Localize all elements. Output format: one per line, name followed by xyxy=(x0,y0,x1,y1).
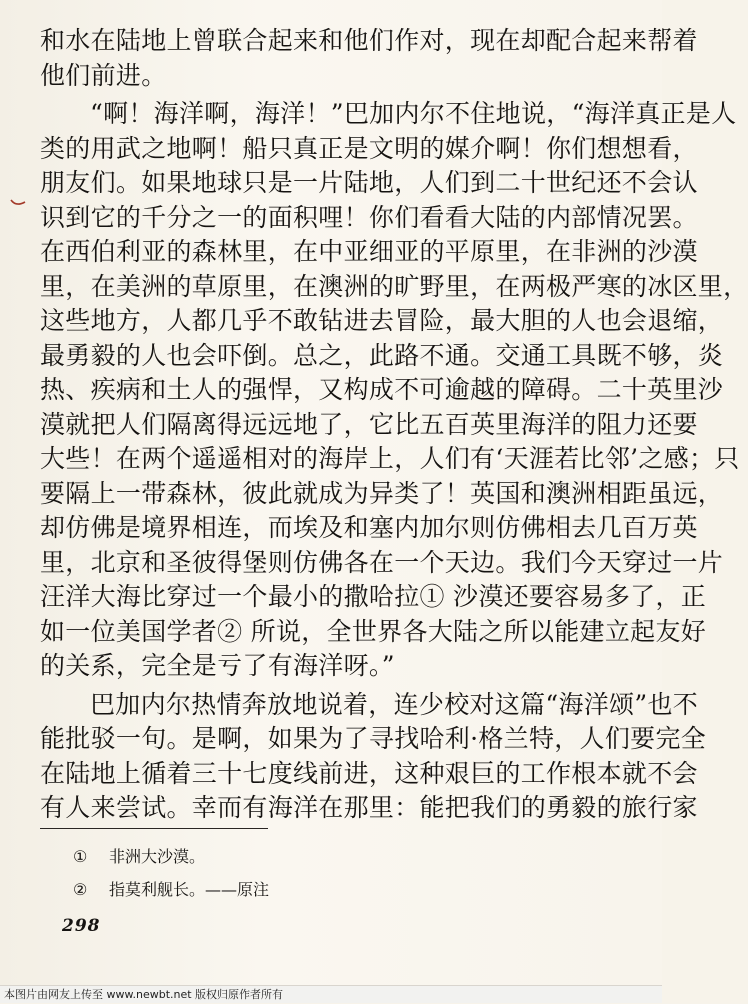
text-line: 这些地方，人都几乎不敢钻进去冒险，最大胆的人也会退缩， xyxy=(40,306,724,335)
text-line: 在西伯利亚的森林里，在中亚细亚的平原里，在非洲的沙漠 xyxy=(40,237,698,266)
footnotes xyxy=(73,840,269,906)
footnote-mark: ② xyxy=(73,880,88,899)
footnote-item xyxy=(73,873,269,906)
body-text xyxy=(40,24,748,826)
page-number: 298 xyxy=(62,916,101,936)
footnote-mark: ① xyxy=(73,847,88,866)
footnote-text: 指莫利舰长。——原注 xyxy=(109,880,270,899)
text-line: 和水在陆地上曾联合起来和他们作对，现在却配合起来帮着 xyxy=(40,26,698,55)
text-line: 热、疾病和土人的强悍，又构成不可逾越的障碍。二十英里沙 xyxy=(40,375,724,404)
text-line: 朋友们。如果地球只是一片陆地，人们到二十世纪还不会认 xyxy=(40,168,698,197)
pen-mark-icon xyxy=(10,198,26,208)
text-line: 的关系，完全是亏了有海洋呀。” xyxy=(40,651,395,680)
text-line: 能批驳一句。是啊，如果为了寻找哈利·格兰特，人们要完全 xyxy=(40,724,707,753)
text-line: 在陆地上循着三十七度线前进，这种艰巨的工作根本就不会 xyxy=(40,758,698,788)
footnote-item xyxy=(73,840,269,873)
text-line: 最勇毅的人也会吓倒。总之，此路不通。交通工具既不够，炎 xyxy=(40,340,724,370)
text-line: 他们前进。 xyxy=(40,60,167,90)
text-line: 如一位美国学者② 所说，全世界各大陆之所以能建立起友好 xyxy=(40,616,707,646)
text-line: 里，在美洲的草原里，在澳洲的旷野里，在两极严寒的冰区里， xyxy=(40,271,748,301)
text-line: 识到它的千分之一的面积哩！你们看看大陆的内部情况罢。 xyxy=(40,202,698,232)
text-line: 大些！在两个遥遥相对的海岸上，人们有‘天涯若比邻’之感；只 xyxy=(40,444,740,473)
text-line: 有人来尝试。幸而有海洋在那里：能把我们的勇毅的旅行家 xyxy=(40,793,698,822)
text-line: 里，北京和圣彼得堡则仿佛各在一个天边。我们今天穿过一片 xyxy=(40,547,724,577)
text-line: 汪洋大海比穿过一个最小的撒哈拉① 沙漠还要容易多了，正 xyxy=(40,582,707,611)
text-line: 类的用武之地啊！船只真正是文明的媒介啊！你们想想看， xyxy=(40,133,698,163)
text-line: 要隔上一带森林，彼此就成为异类了！英国和澳洲相距虽远， xyxy=(40,478,724,508)
text-line: “啊！海洋啊，海洋！”巴加内尔不住地说，“海洋真正是人 xyxy=(90,99,737,128)
watermark-caption: 本图片由网友上传至 www.newbt.net 版权归原作者所有 xyxy=(0,985,662,1003)
text-line: 巴加内尔热情奔放地说着，连少校对这篇“海洋颂”也不 xyxy=(90,689,699,719)
footnote-text: 非洲大沙漠。 xyxy=(109,847,206,866)
text-line: 漠就把人们隔离得远远地了，它比五百英里海洋的阻力还要 xyxy=(40,409,698,439)
text-line: 却仿佛是境界相连，而埃及和塞内加尔则仿佛相去几百万英 xyxy=(40,513,698,542)
footnote-divider xyxy=(40,828,268,829)
